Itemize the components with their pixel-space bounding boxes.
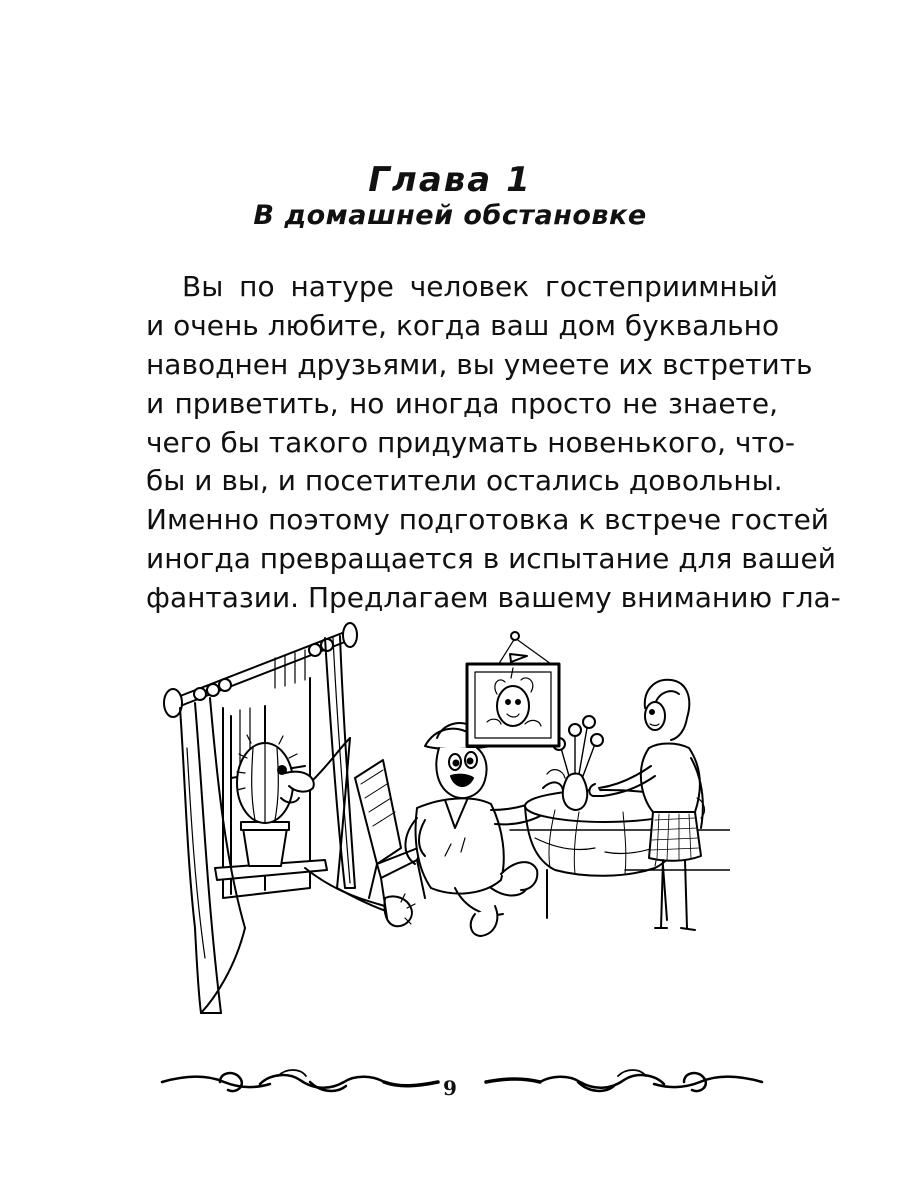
text-line: и очень любите, когда ваш дом буквально bbox=[146, 308, 780, 342]
text-line: Вы по натуре человек гостеприимный bbox=[182, 270, 778, 303]
portrait bbox=[467, 632, 559, 746]
text-line: чего бы такого придумать новенького, что- bbox=[146, 425, 795, 459]
text-line: бы и вы, и посетители остались довольны. bbox=[146, 464, 783, 498]
chair bbox=[355, 760, 425, 918]
curtain-rod bbox=[164, 623, 357, 717]
page-number: 9 bbox=[443, 1076, 457, 1100]
text-line: наводнен друзьями, вы умеете их встретить bbox=[146, 347, 813, 381]
text-line: иногда превращается в испытание для вашей bbox=[146, 542, 836, 576]
chapter-title: Глава 1 bbox=[368, 160, 532, 200]
text-line: и приветить, но иногда просто не знаете, bbox=[146, 386, 778, 420]
text-line: Именно поэтому подготовка к встрече гостей bbox=[146, 503, 829, 537]
cartoon-illustration bbox=[155, 598, 730, 1018]
text-line: фантазии. Предлагаем вашему вниманию гла- bbox=[146, 581, 841, 615]
decorative-flourish-left bbox=[160, 1062, 440, 1102]
decorative-flourish-right bbox=[484, 1062, 764, 1102]
body-text bbox=[146, 268, 841, 618]
chapter-subtitle: В домашней обстановке bbox=[253, 200, 647, 231]
curtain bbox=[180, 698, 245, 1013]
